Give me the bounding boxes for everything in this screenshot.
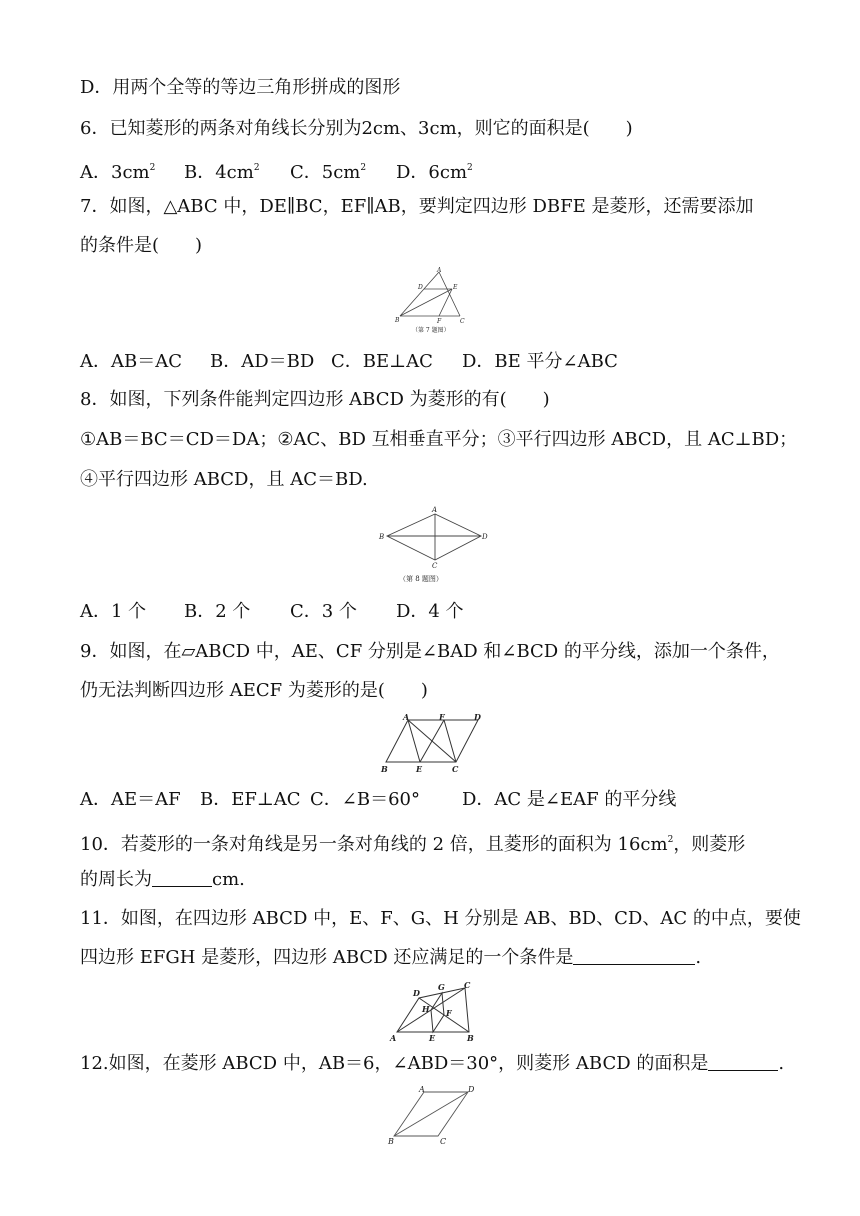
q9-stem-line1: 9．如图，在▱ABCD 中，AE、CF 分别是∠BAD 和∠BCD 的平分线，添加一个条件， — [80, 641, 780, 662]
q9-option-d: D．AC 是∠EAF 的平分线 — [462, 789, 677, 810]
q8-option-d: D．4 个 — [396, 601, 464, 622]
q7-caption: （第 7 题图） — [412, 327, 450, 334]
q8-option-c: C．3 个 — [290, 601, 357, 622]
q7-label-e: E — [453, 284, 458, 291]
q12-answer-blank[interactable] — [708, 1052, 778, 1071]
q12-label-a: A — [419, 1085, 425, 1094]
q7-label-f: F — [437, 318, 442, 325]
q9-option-c: C．∠B＝60° — [310, 789, 420, 810]
q10-stem-line1: 10．若菱形的一条对角线是另一条对角线的 2 倍，且菱形的面积为 $16cm^2$，则菱形 — [80, 834, 746, 855]
q8-figure — [375, 504, 490, 588]
q10-answer-blank[interactable] — [152, 868, 212, 887]
q9-stem-line2: 仍无法判断四边形 AECF 为菱形的是( ) — [80, 680, 428, 701]
q7-option-a: A．AB＝AC — [80, 351, 182, 372]
q9-label-d: D — [474, 712, 481, 722]
q11-answer-blank[interactable] — [573, 946, 695, 965]
q8-option-a: A．1 个 — [80, 601, 147, 622]
q7-option-c: C．BE⊥AC — [331, 351, 433, 372]
q10-stem-line2: 的周长为 cm. — [80, 869, 245, 890]
q8-label-a: A — [432, 506, 438, 514]
q12-label-b: B — [388, 1137, 394, 1146]
q7-option-d: D．BE 平分∠ABC — [462, 351, 618, 372]
q9-option-a: A．AE＝AF — [80, 789, 181, 810]
q7-label-d: D — [418, 284, 423, 291]
q11-label-d: D — [413, 988, 420, 998]
q11-label-e: E — [429, 1033, 436, 1043]
q8-label-d: D — [482, 533, 488, 541]
q11-label-h: H — [422, 1004, 430, 1014]
q12-label-c: C — [440, 1137, 447, 1146]
q12-label-d: D — [468, 1085, 475, 1094]
q11-label-a: A — [390, 1033, 397, 1043]
q11-label-f: F — [446, 1008, 452, 1018]
q11-label-b: B — [467, 1033, 474, 1043]
q8-stem: 8．如图，下列条件能判定四边形 ABCD 为菱形的有( ) — [80, 389, 550, 410]
q7-option-b: B．AD＝BD — [210, 351, 315, 372]
q7-label-c: C — [460, 318, 465, 325]
q12-stem: 12.如图，在菱形 ABCD 中，AB＝6，∠ABD＝30°，则菱形 ABCD 的面积是 . — [80, 1053, 785, 1074]
q7-stem-line2: 的条件是( ) — [80, 235, 203, 256]
q12-figure — [384, 1084, 484, 1148]
q9-label-f: F — [439, 712, 445, 722]
q11-label-c: C — [464, 980, 471, 990]
q7-figure — [390, 266, 480, 336]
q9-label-e: E — [416, 764, 423, 774]
q11-stem-line2: 四边形 EFGH 是菱形，四边形 ABCD 还应满足的一个条件是 . — [80, 947, 702, 968]
q6-option-a: A．$3cm^2$ — [80, 162, 156, 183]
q9-option-b: B．EF⊥AC — [200, 789, 301, 810]
q9-figure — [378, 710, 498, 778]
q6-option-b: B．$4cm^2$ — [184, 162, 260, 183]
q5-option-d: D．用两个全等的等边三角形拼成的图形 — [80, 77, 401, 98]
q11-figure — [385, 978, 485, 1044]
q11-stem-line1: 11．如图，在四边形 ABCD 中，E、F、G、H 分别是 AB、BD、CD、AC 的中点，要使 — [80, 908, 801, 929]
q7-label-b: B — [395, 317, 400, 324]
q8-conditions-line2: ④平行四边形 ABCD，且 AC＝BD. — [80, 469, 368, 490]
q6-option-d: D．$6cm^2$ — [396, 162, 473, 183]
q9-label-b: B — [381, 764, 388, 774]
q6-stem: 6．已知菱形的两条对角线长分别为2cm、3cm，则它的面积是( ) — [80, 118, 633, 139]
q8-option-b: B．2 个 — [184, 601, 251, 622]
q6-option-c: C．$5cm^2$ — [290, 162, 367, 183]
q7-stem-line1: 7．如图，△ABC 中，DE∥BC，EF∥AB，要判定四边形 DBFE 是菱形，还需要添加 — [80, 196, 754, 217]
q8-label-b: B — [379, 533, 385, 541]
q8-conditions-line1: ①AB＝BC＝CD＝DA；②AC、BD 互相垂直平分；③平行四边形 ABCD，且 AC⊥BD； — [80, 429, 798, 450]
q9-label-c: C — [452, 764, 459, 774]
q8-label-c: C — [432, 562, 438, 570]
q11-label-g: G — [438, 982, 445, 992]
q9-label-a: A — [403, 712, 410, 722]
q8-caption: （第 8 题图） — [399, 575, 443, 583]
q7-label-a: A — [437, 267, 442, 274]
